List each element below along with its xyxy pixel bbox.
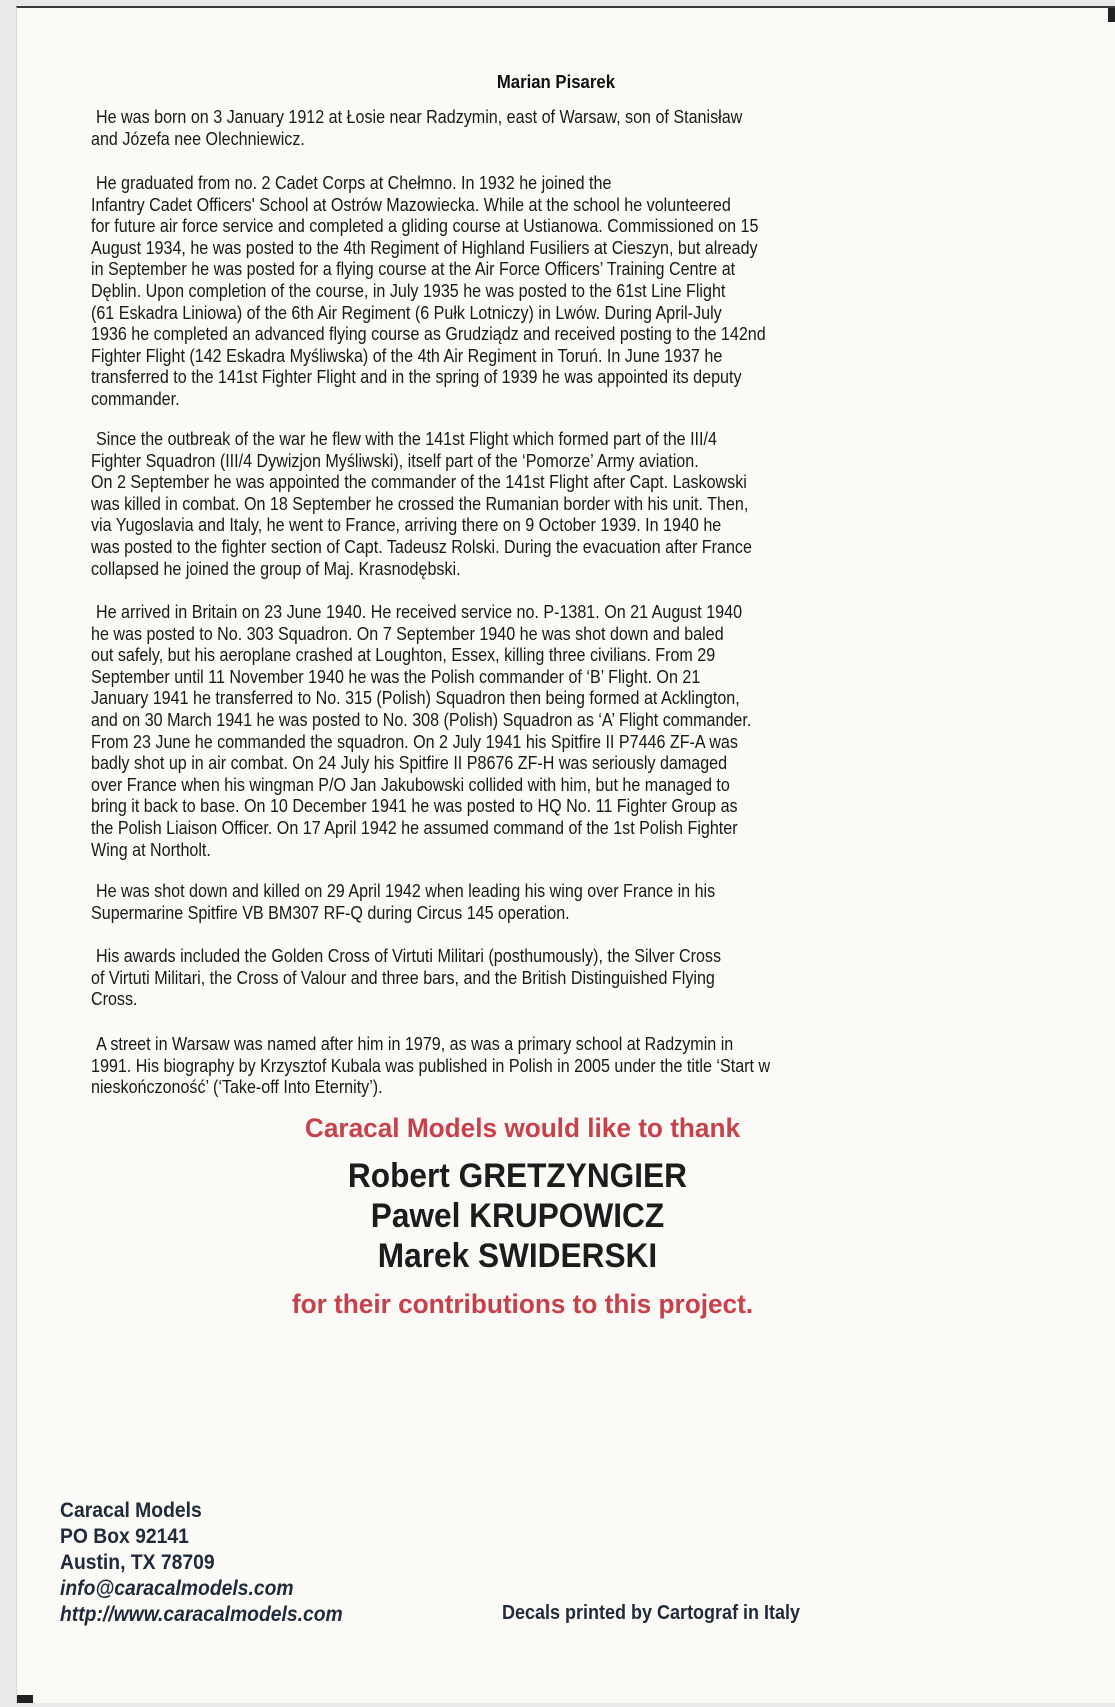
printer-note: Decals printed by Cartograf in Italy xyxy=(502,1602,801,1624)
text-line: From 23 June he commanded the squadron. On 2 July 1941 his Spitfire II P7446 ZF-A was xyxy=(91,731,738,752)
contributor-name: Robert GRETZYNGIER xyxy=(347,1157,687,1195)
text-line: in September he was posted for a flying course at the Air Force Officers’ Training Centre at xyxy=(91,259,736,280)
text-line: commander. xyxy=(91,389,180,409)
text-line: out safely, but his aeroplane crashed at Loughton, Essex, killing three civilians. From 29 xyxy=(91,645,716,666)
text-line: He arrived in Britain on 23 June 1940. He received service no. P-1381. On 21 August 1940 xyxy=(96,602,743,622)
text-line: the Polish Liaison Officer. On 17 April 1942 he assumed command of the 1st Polish Fighter xyxy=(91,818,738,838)
text-line: badly shot up in air combat. On 24 July his Spitfire II P8676 ZF-H was seriously damaged xyxy=(91,753,728,774)
page-title: Marian Pisarek xyxy=(496,72,616,92)
text-line: transferred to the 141st Fighter Flight and in the spring of 1939 he was appointed its deputy xyxy=(91,367,742,388)
text-line: for future air force service and completed a gliding course at Ustianowa. Commissioned on 15 xyxy=(91,216,759,237)
acknowledgement-heading: Caracal Models would like to thank xyxy=(304,1113,741,1143)
contributor-name: Pawel KRUPOWICZ xyxy=(370,1197,665,1235)
text-line: Since the outbreak of the war he flew with the 141st Flight which formed part of the III/4 xyxy=(96,429,717,449)
text-line: He was born on 3 January 1912 at Łosie near Radzymin, east of Warsaw, son of Stanisław xyxy=(96,107,743,127)
text-line: September until 11 November 1940 he was the Polish commander of ‘B’ Flight. On 21 xyxy=(91,666,701,687)
text-line: of Virtuti Militari, the Cross of Valour and three bars, and the British Distinguished Flying xyxy=(91,967,715,988)
website-link[interactable]: http://www.caracalmodels.com xyxy=(60,1603,343,1626)
text-line: and Józefa nee Olechniewicz. xyxy=(91,128,305,149)
scan-edge-mark xyxy=(17,1695,33,1703)
text-line: 1991. His biography by Krzysztof Kubala was published in Polish in 2005 under the title ‘Start w xyxy=(91,1055,771,1076)
text-line: Dęblin. Upon completion of the course, in July 1935 he was posted to the 61st Line Flight xyxy=(91,281,726,301)
acknowledgement-footer: for their contributions to this project. xyxy=(291,1289,754,1319)
text-line: A street in Warsaw was named after him in 1979, as was a primary school at Radzymin in xyxy=(96,1034,734,1054)
text-line: He was shot down and killed on 29 April 1942 when leading his wing over France in his xyxy=(96,881,716,901)
text-line: (61 Eskadra Liniowa) of the 6th Air Regiment (6 Pułk Lotniczy) in Lwów. During April-July xyxy=(91,302,722,323)
text-line: He graduated from no. 2 Cadet Corps at Chełmno. In 1932 he joined the xyxy=(96,173,612,193)
company-name: Caracal Models xyxy=(60,1499,202,1522)
text-line: Fighter Squadron (III/4 Dywizjon Myśliwski), itself part of the ‘Pomorze’ Army aviation. xyxy=(91,450,699,471)
text-line: Fighter Flight (142 Eskadra Myśliwska) of the 4th Air Regiment in Toruń. In June 1937 he xyxy=(91,345,723,366)
text-line: Supermarine Spitfire VB BM307 RF-Q during Circus 145 operation. xyxy=(91,902,570,923)
text-line: and on 30 March 1941 he was posted to No. 308 (Polish) Squadron as ‘A’ Flight commander. xyxy=(91,710,752,730)
city-address: Austin, TX 78709 xyxy=(60,1551,215,1574)
text-line: nieskończoność’ (‘Take-off Into Eternity’). xyxy=(91,1077,383,1098)
text-line: was killed in combat. On 18 September he crossed the Rumanian border with his unit. Then, xyxy=(91,493,749,514)
text-line: His awards included the Golden Cross of Virtuti Militari (posthumously), the Silver Cross xyxy=(96,946,722,966)
text-line: January 1941 he transferred to No. 315 (Polish) Squadron then being formed at Acklington, xyxy=(91,688,740,709)
text-line: On 2 September he was appointed the commander of the 141st Flight after Capt. Laskowski xyxy=(91,472,747,493)
text-line: was posted to the fighter section of Capt. Tadeusz Rolski. During the evacuation after France xyxy=(91,537,752,557)
text-line: Wing at Northolt. xyxy=(91,839,211,860)
text-line: via Yugoslavia and Italy, he went to France, arriving there on 9 October 1939. In 1940 he xyxy=(91,515,722,536)
scan-edge-mark xyxy=(1108,8,1115,22)
text-line: 1936 he completed an advanced flying course as Grudziądz and received posting to the 142nd xyxy=(91,324,766,345)
po-box: PO Box 92141 xyxy=(60,1525,189,1548)
text-line: bring it back to base. On 10 December 1941 he was posted to HQ No. 11 Fighter Group as xyxy=(91,796,738,817)
text-line: he was posted to No. 303 Squadron. On 7 September 1940 he was shot down and baled xyxy=(91,623,724,644)
contributor-name: Marek SWIDERSKI xyxy=(377,1237,658,1275)
text-line: collapsed he joined the group of Maj. Krasnodębski. xyxy=(91,558,461,579)
text-line: over France when his wingman P/O Jan Jakubowski collided with him, but he managed to xyxy=(91,774,730,795)
text-line: Cross. xyxy=(91,989,138,1010)
text-line: August 1934, he was posted to the 4th Regiment of Highland Fusiliers at Cieszyn, but already xyxy=(91,237,758,258)
text-line: Infantry Cadet Officers' School at Ostrów Mazowiecka. While at the school he volunteered xyxy=(91,194,731,215)
email-link[interactable]: info@caracalmodels.com xyxy=(60,1577,294,1600)
